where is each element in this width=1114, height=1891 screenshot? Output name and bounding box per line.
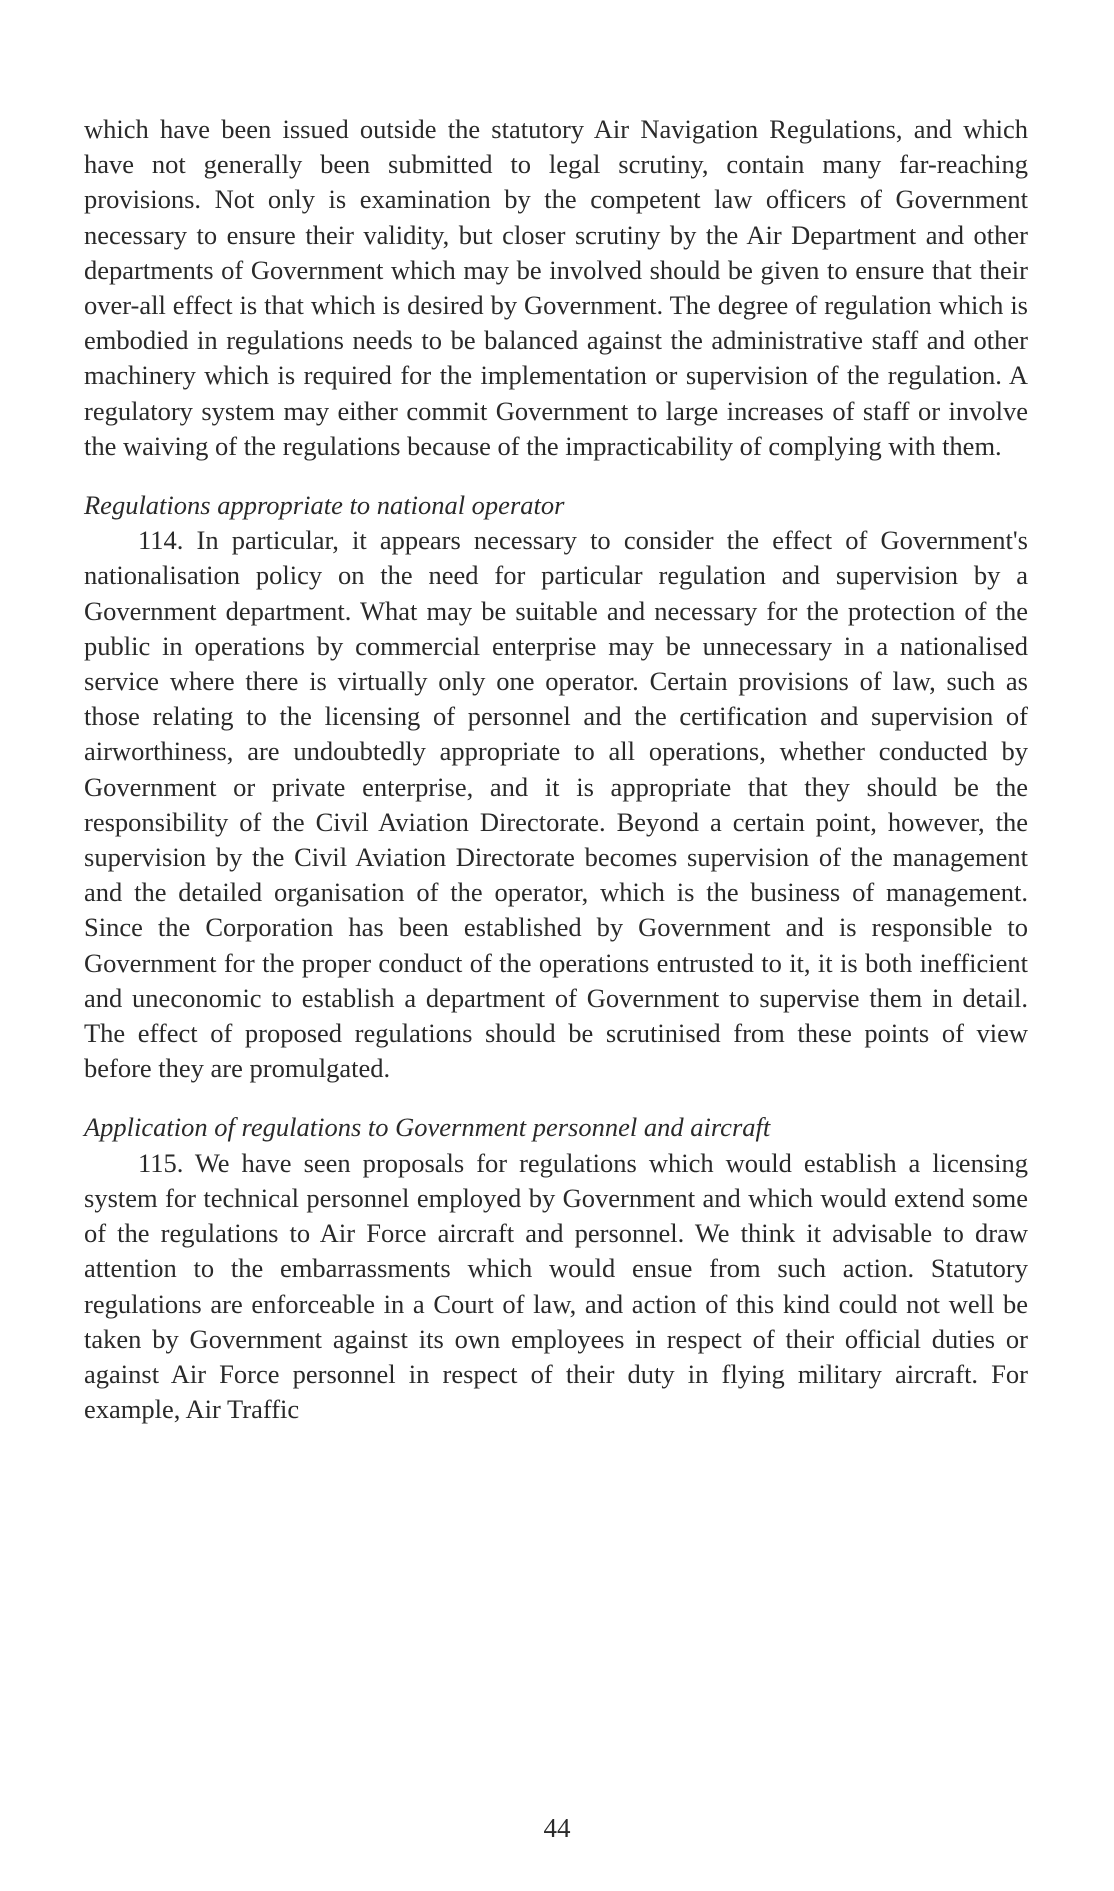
paragraph-continued: which have been issued outside the statutory Air Navigation Regulations, and which have not generally been submitted to legal scrutiny, contain many far-reaching provisions. Not only is examination by the competent law officers of Government necessary to ensure their validity, but closer scrutiny by the Air Department and other departments of Government which may be involved should be given to ensure that their over-all effect is that which is desired by Government. The degree of regulation which is embodied in regulations needs to be balanced against the administrative staff and other machinery which is required for the implementation or supervision of the regulation. A regulatory system may either commit Government to large increases of staff or involve the waiving of the regulations because of the impracticability of complying with them. bbox=[84, 114, 1028, 461]
paragraph-114: 114. In particular, it appears necessary to consider the effect of Government's nationalisation policy on the need for particular regulation and supervision by a Government department. What may be suitable and necessary for the protection of the public in operations by commercial enterprise may be unnecessary in a nationalised service where there is virtually only one operator. Certain provisions of law, such as those relating to the licensing of personnel and the certification and supervision of airworthiness, are undoubtedly appropriate to all operations, whether conducted by Government or private enterprise, and it is appropriate that they should be the responsibility of the Civil Aviation Directorate. Beyond a certain point, however, the supervision by the Civil Aviation Directorate becomes supervision of the management and the detailed organisation of the operator, which is the business of management. Since the Corporation has been established by Government and is responsible to Government for the proper conduct of the operations entrusted to it, it is both inefficient and uneconomic to establish a department of Government to supervise them in detail. The effect of proposed regulations should be scrutinised from these points of view before they are promulgated. bbox=[84, 525, 1028, 1084]
document-page bbox=[84, 112, 1028, 1427]
section-heading-national-operator: Regulations appropriate to national operator bbox=[84, 490, 565, 521]
section-gap bbox=[84, 1086, 1028, 1110]
section-gap bbox=[84, 464, 1028, 488]
page-number: 44 bbox=[543, 1813, 571, 1843]
section-heading-government-personnel: Application of regulations to Government personnel and aircraft bbox=[84, 1112, 771, 1143]
paragraph-115: 115. We have seen proposals for regulations which would establish a licensing system for technical personnel employed by Government and which would extend some of the regulations to Air Force aircraft and personnel. We think it advisable to draw attention to the embarrassments which would ensue from such action. Statutory regulations are enforceable in a Court of law, and action of this kind could not well be taken by Government against its own employees in respect of their official duties or against Air Force personnel in respect of their duty in flying military aircraft. For example, Air Traffic bbox=[84, 1147, 1028, 1425]
